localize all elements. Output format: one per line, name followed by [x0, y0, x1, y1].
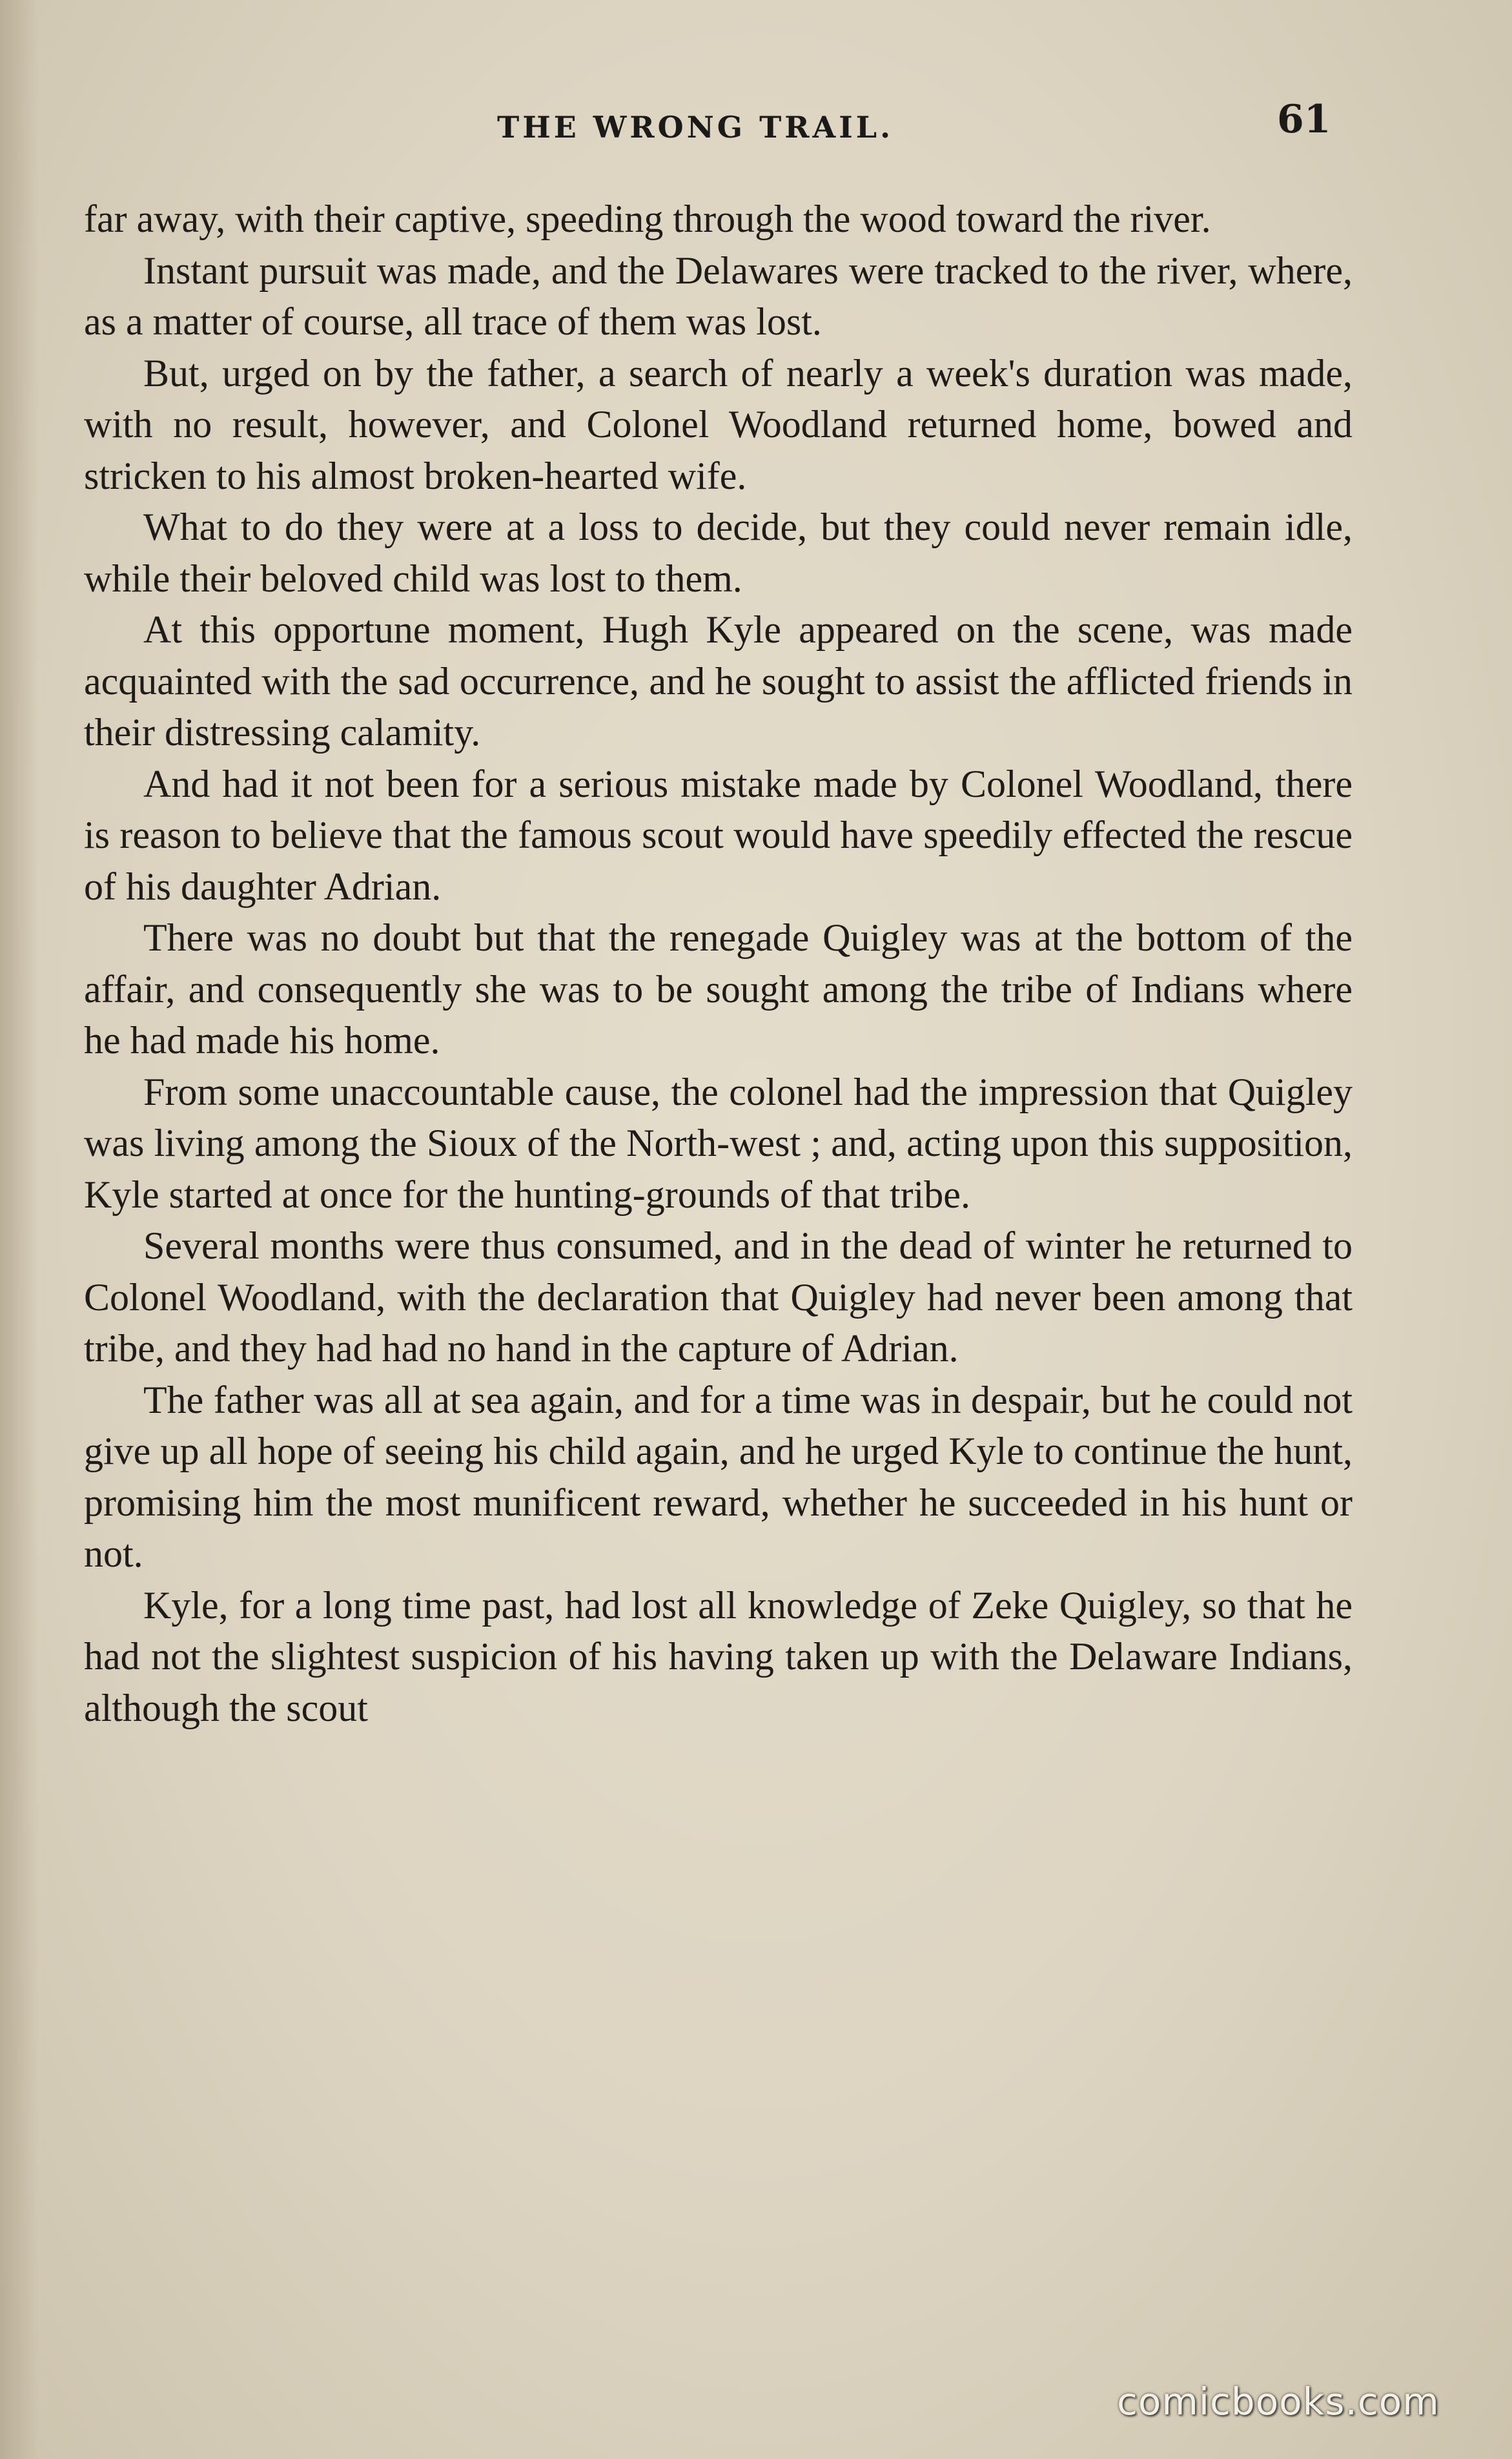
paragraph: What to do they were at a loss to decide, but they could never remain idle, while their beloved child was lost to them. — [84, 506, 1353, 600]
paragraph: The father was all at sea again, and for a time was in despair, but he could not give up all hope of seeing his child again, and he urged Kyle to continue the hunt, promising him the most munificent reward, whether he succeeded in his hunt or not. — [84, 1378, 1353, 1575]
paragraph: From some unaccountable cause, the colonel had the impression that Quigley was living among the Sioux of the North-west ; and, acting upon this supposition, Kyle started at once for the hunting-grounds of that tribe. — [84, 1070, 1353, 1216]
paragraph: At this opportune moment, Hugh Kyle appeared on the scene, was made acquainted with the sad occurrence, and he sought to assist the afflicted friends in their distressing calamity. — [84, 608, 1353, 754]
paragraph: There was no doubt but that the renegade Quigley was at the bottom of the affair, and consequently she was to be sought among the tribe of Indians where he had made his home. — [84, 916, 1353, 1062]
paragraph: Several months were thus consumed, and in the dead of winter he returned to Colonel Woodland, with the declaration that Quigley had never been among that tribe, and they had had no hand in the capture of Adrian. — [84, 1224, 1353, 1370]
page-edge-shadow — [0, 0, 39, 2459]
paragraph: And had it not been for a serious mistake made by Colonel Woodland, there is reason to believe that the famous scout would have speedily effected the rescue of his daughter Adrian. — [84, 762, 1353, 908]
paragraph: Kyle, for a long time past, had lost all knowledge of Zeke Quigley, so that he had not the slightest suspicion of his having taken up with the Delaware Indians, although the scout — [84, 1583, 1353, 1729]
paragraph: Instant pursuit was made, and the Delawares were tracked to the river, where, as a matter of course, all trace of them was lost. — [84, 249, 1353, 343]
running-header: THE WRONG TRAIL. — [497, 110, 894, 145]
paragraph: But, urged on by the father, a search of nearly a week's duration was made, with no result, however, and Colonel Woodland returned home, bowed and stricken to his almost broken-hearted wife. — [84, 351, 1353, 497]
body-text — [84, 194, 1353, 1734]
paragraph: far away, with their captive, speeding through the wood toward the river. — [84, 198, 1211, 240]
watermark: comicbooks.com — [1117, 2380, 1440, 2423]
page-number: 61 — [1277, 97, 1331, 142]
